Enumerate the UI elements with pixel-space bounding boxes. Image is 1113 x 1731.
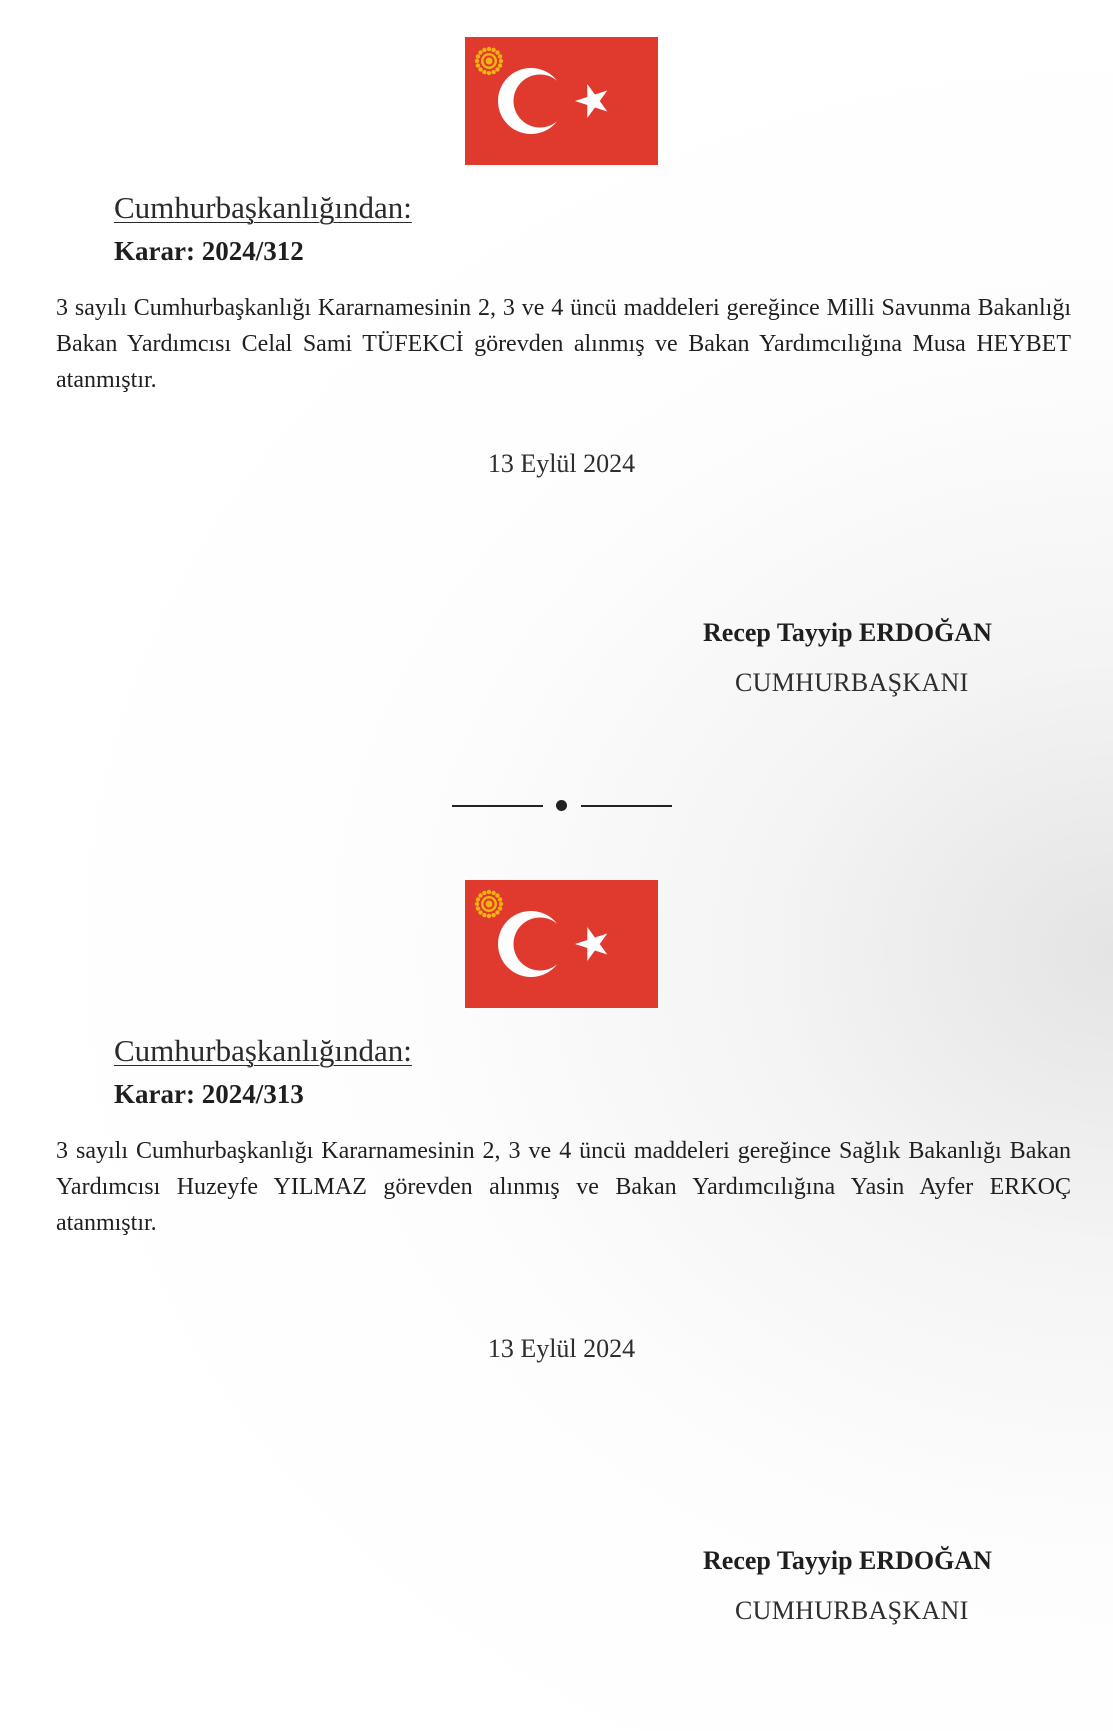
emblem-star bbox=[499, 902, 503, 906]
emblem-star bbox=[475, 59, 479, 63]
emblem-star bbox=[482, 913, 486, 917]
emblem-star bbox=[476, 63, 480, 67]
emblem-star bbox=[482, 70, 486, 74]
emblem-star bbox=[495, 50, 499, 54]
emblem-star bbox=[487, 71, 491, 75]
emblem-star bbox=[478, 910, 482, 914]
decree-1 bbox=[0, 0, 1113, 790]
emblem-star bbox=[491, 70, 495, 74]
emblem-star bbox=[498, 897, 502, 901]
emblem-star bbox=[491, 891, 495, 895]
signer-name: Recep Tayyip ERDOĞAN bbox=[703, 1546, 992, 1575]
emblem-star bbox=[498, 906, 502, 910]
emblem-star bbox=[476, 54, 480, 58]
signer-name: Recep Tayyip ERDOĞAN bbox=[703, 618, 992, 647]
section-divider bbox=[452, 795, 672, 815]
emblem-star bbox=[491, 48, 495, 52]
divider-dot bbox=[556, 800, 567, 811]
presidential-flag-icon bbox=[465, 880, 658, 1008]
emblem-star bbox=[475, 902, 479, 906]
emblem-star bbox=[495, 67, 499, 71]
emblem-star bbox=[487, 890, 491, 894]
emblem-star bbox=[491, 913, 495, 917]
signer-title: CUMHURBAŞKANI bbox=[735, 668, 969, 697]
emblem-star bbox=[487, 47, 491, 51]
emblem-star bbox=[499, 59, 503, 63]
emblem-star bbox=[476, 897, 480, 901]
emblem-star bbox=[498, 54, 502, 58]
emblem-star bbox=[482, 891, 486, 895]
presidential-flag-icon bbox=[465, 37, 658, 165]
decree-body-text: 3 sayılı Cumhurbaşkanlığı Kararnamesinin 2, 3 ve 4 üncü maddeleri gereğince Milli Savunma Bakanlığı Bakan Yardımcısı Celal Sami TÜFEKCİ görevden alınmış ve Bakan Yardımcılığına Musa HEYBET atanmıştır. bbox=[56, 295, 1071, 393]
emblem-star bbox=[498, 63, 502, 67]
emblem-star bbox=[476, 906, 480, 910]
decision-number: Karar: 2024/313 bbox=[114, 1079, 304, 1109]
decree-2 bbox=[0, 843, 1113, 1633]
emblem-star bbox=[487, 914, 491, 918]
emblem-star bbox=[478, 893, 482, 897]
decision-number: Karar: 2024/312 bbox=[114, 236, 304, 266]
emblem-star bbox=[478, 67, 482, 71]
office-heading: Cumhurbaşkanlığından: bbox=[114, 190, 412, 225]
emblem-star bbox=[495, 893, 499, 897]
decree-body-text: 3 sayılı Cumhurbaşkanlığı Kararnamesinin 2, 3 ve 4 üncü maddeleri gereğince Sağlık Bakanlığı Bakan Yardımcısı Huzeyfe YILMAZ görevden alınmış ve Bakan Yardımcılığına Yasin Ayfer ERKOÇ atanmıştır. bbox=[56, 1138, 1071, 1236]
divider-line-right bbox=[581, 805, 672, 807]
decree-date: 13 Eylül 2024 bbox=[487, 449, 636, 478]
divider-line-left bbox=[452, 805, 543, 807]
emblem-star bbox=[478, 50, 482, 54]
emblem-star bbox=[495, 910, 499, 914]
signer-title: CUMHURBAŞKANI bbox=[735, 1596, 969, 1625]
office-heading: Cumhurbaşkanlığından: bbox=[114, 1033, 412, 1068]
decree-date: 13 Eylül 2024 bbox=[487, 1334, 636, 1363]
emblem-star bbox=[482, 48, 486, 52]
